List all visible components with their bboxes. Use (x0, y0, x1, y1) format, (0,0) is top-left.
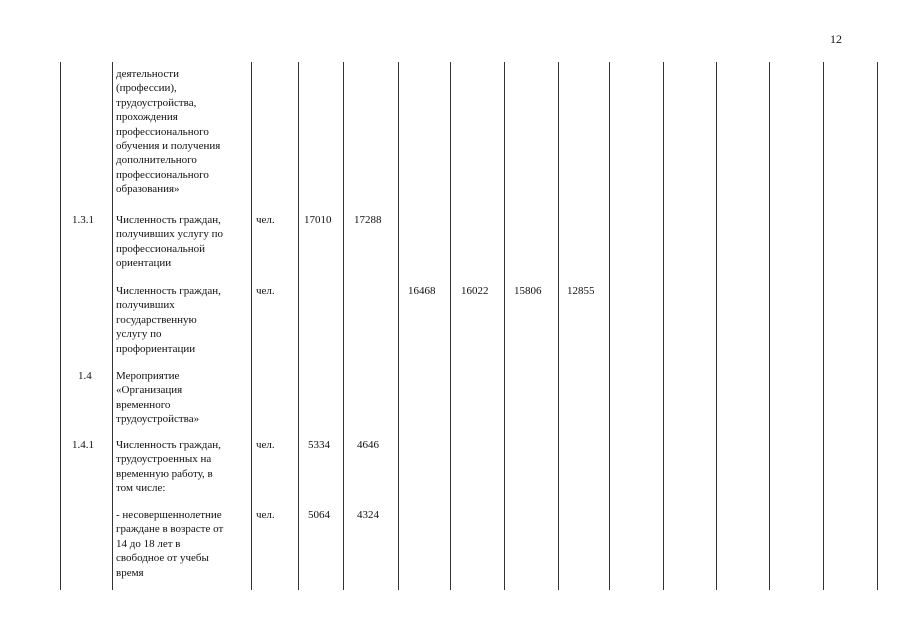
description-line: свободное от учебы (116, 552, 209, 565)
row-description (116, 67, 248, 197)
description-line: трудоустройства, (116, 96, 197, 109)
row-description (116, 508, 248, 580)
description-line: деятельности (116, 68, 179, 80)
description-line: обучения и получения (116, 140, 221, 153)
description-line: Численность граждан, (116, 214, 221, 226)
page-number: 12 (830, 32, 842, 46)
description-line: профессионального (116, 168, 209, 181)
description-line: образования» (116, 183, 180, 196)
value-cell: 16022 (461, 285, 489, 297)
row-unit: чел. (256, 214, 275, 226)
column-divider (298, 62, 299, 590)
description-line: профессионального (116, 125, 209, 138)
value-cell: 5064 (308, 509, 330, 521)
value-cell: 17010 (304, 214, 332, 226)
row-unit: чел. (256, 285, 275, 297)
value-cell: 4324 (357, 509, 379, 521)
description-line: время (116, 566, 144, 579)
value-cell: 5334 (308, 439, 330, 451)
value-cell: 12855 (567, 285, 595, 297)
description-line: получивших (116, 299, 175, 312)
column-divider (823, 62, 824, 590)
row-unit: чел. (256, 509, 275, 521)
description-line: граждане в возрасте от (116, 523, 224, 536)
column-divider (112, 62, 113, 590)
column-divider (716, 62, 717, 590)
description-line: государственную (116, 313, 197, 326)
row-number: 1.4 (78, 370, 92, 382)
description-line: профессиональной (116, 242, 205, 255)
row-description (116, 369, 248, 427)
column-divider (398, 62, 399, 590)
value-cell: 15806 (514, 285, 542, 297)
row-number: 1.4.1 (72, 439, 94, 451)
column-divider (504, 62, 505, 590)
description-line: 14 до 18 лет в (116, 537, 181, 550)
column-divider (558, 62, 559, 590)
column-divider (609, 62, 610, 590)
column-divider (450, 62, 451, 590)
description-line: услугу по (116, 328, 162, 341)
description-line: Численность граждан, (116, 285, 221, 297)
description-line: том числе: (116, 482, 166, 495)
row-description (116, 284, 248, 356)
description-line: (профессии), (116, 82, 177, 95)
row-unit: чел. (256, 439, 275, 451)
row-description (116, 213, 248, 271)
description-line: прохождения (116, 111, 178, 124)
column-divider (769, 62, 770, 590)
row-description (116, 438, 248, 496)
row-number: 1.3.1 (72, 214, 94, 226)
description-line: дополнительного (116, 154, 197, 167)
description-line: временного (116, 398, 171, 411)
description-line: «Организация (116, 384, 183, 397)
description-line: профориентации (116, 342, 196, 355)
description-line: Численность граждан, (116, 439, 221, 451)
value-cell: 17288 (354, 214, 382, 226)
column-divider (877, 62, 878, 590)
column-divider (60, 62, 61, 590)
description-line: временную работу, в (116, 467, 213, 480)
value-cell: 16468 (408, 285, 436, 297)
column-divider (663, 62, 664, 590)
description-line: трудоустройства» (116, 413, 200, 426)
column-divider (251, 62, 252, 590)
value-cell: 4646 (357, 439, 379, 451)
description-line: - несовершеннолетние (116, 509, 222, 521)
column-divider (343, 62, 344, 590)
description-line: трудоустроенных на (116, 453, 212, 466)
description-line: Мероприятие (116, 370, 180, 382)
description-line: получивших услугу по (116, 228, 223, 241)
description-line: ориентации (116, 257, 172, 270)
